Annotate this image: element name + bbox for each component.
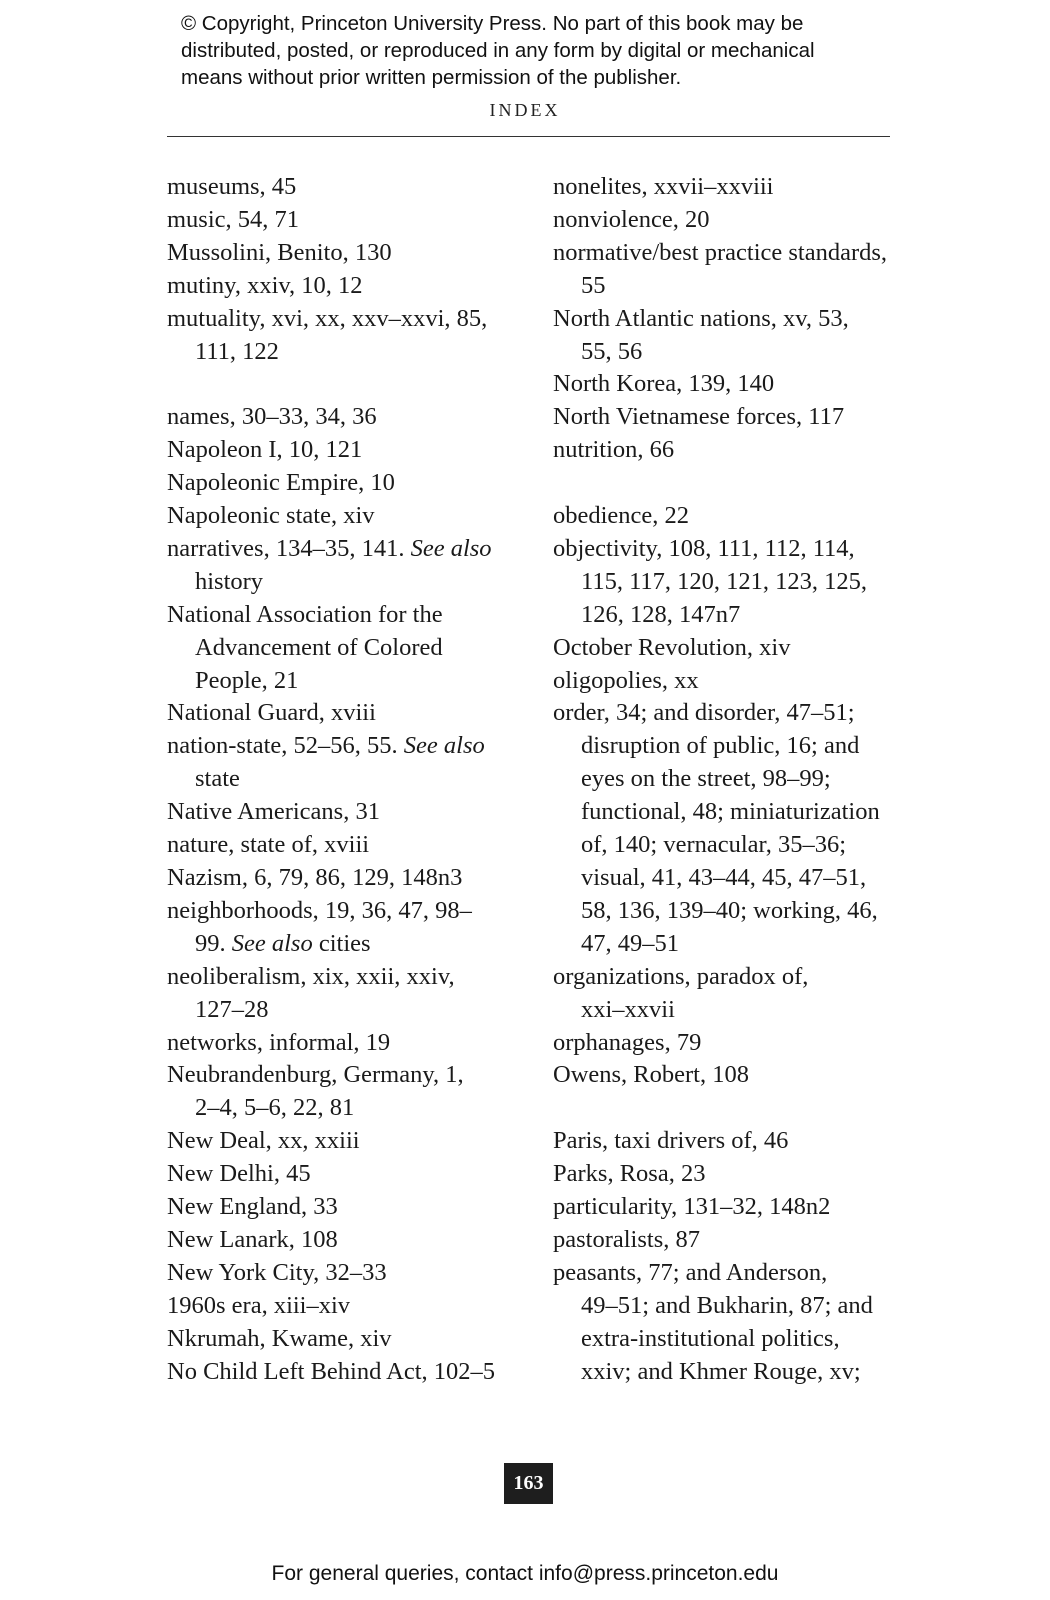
index-entry (553, 1027, 903, 1060)
index-entry (167, 1257, 527, 1290)
entry-text: extra-institutional politics, (581, 1324, 840, 1352)
entry-text: mutuality, xvi, xx, xxv–xxvi, 85, (167, 304, 488, 332)
index-entry (553, 1257, 903, 1290)
index-entry (167, 401, 527, 434)
entry-text: New Lanark, 108 (167, 1225, 338, 1253)
index-entry-continuation (553, 730, 903, 763)
index-entry (167, 237, 527, 270)
index-entry-continuation (553, 928, 903, 961)
copyright-line: means without prior written permission of the publisher. (181, 66, 682, 89)
entry-text: New Delhi, 45 (167, 1160, 311, 1188)
index-entry (553, 171, 903, 204)
index-entry (167, 204, 527, 237)
entry-text: orphanages, 79 (553, 1028, 702, 1056)
index-entry (167, 533, 527, 566)
letter-group-gap (167, 368, 527, 401)
entry-text: history (195, 567, 264, 595)
index-entry (553, 632, 903, 665)
entry-text: disruption of public, 16; and (581, 732, 860, 760)
index-entry (167, 1191, 527, 1224)
index-column-left (167, 171, 527, 1389)
index-entry (553, 204, 903, 237)
entry-text: 99. (195, 929, 226, 957)
index-entry-continuation (553, 895, 903, 928)
entry-text: nation-state, 52–56, 55. (167, 732, 398, 760)
index-entry (167, 1125, 527, 1158)
index-entry-continuation (167, 665, 527, 698)
entry-text: North Korea, 139, 140 (553, 370, 775, 398)
entry-text: 111, 122 (195, 337, 279, 365)
entry-text: functional, 48; miniaturization (581, 798, 880, 826)
entry-text: nonviolence, 20 (553, 205, 710, 233)
entry-text: neoliberalism, xix, xxii, xxiv, (167, 962, 455, 990)
page-number: 163 (504, 1463, 553, 1504)
index-entry (553, 1125, 903, 1158)
entry-text: obedience, 22 (553, 502, 690, 530)
entry-text: visual, 41, 43–44, 45, 47–51, (581, 864, 867, 892)
running-head: INDEX (489, 100, 561, 120)
index-entry-continuation (553, 796, 903, 829)
entry-text: Nazism, 6, 79, 86, 129, 148n3 (167, 864, 463, 892)
entry-text: oligopolies, xx (553, 666, 699, 694)
copyright-notice (181, 10, 941, 91)
index-entry-continuation (553, 862, 903, 895)
entry-text: Napoleonic Empire, 10 (167, 469, 395, 497)
entry-text: 1960s era, xiii–xiv (167, 1291, 351, 1319)
entry-text: of, 140; vernacular, 35–36; (581, 831, 847, 859)
index-entry (553, 697, 903, 730)
index-entry-continuation (553, 829, 903, 862)
index-entry (553, 1191, 903, 1224)
index-entry (167, 862, 527, 895)
index-entry (167, 599, 527, 632)
letter-group-gap (553, 1092, 903, 1125)
index-entry (167, 829, 527, 862)
index-entry-continuation (553, 994, 903, 1027)
entry-text: National Association for the (167, 600, 443, 628)
entry-text: organizations, paradox of, (553, 962, 809, 990)
index-entry (167, 796, 527, 829)
entry-text: Paris, taxi drivers of, 46 (553, 1127, 789, 1155)
index-entry (167, 895, 527, 928)
index-entry (167, 697, 527, 730)
entry-text: nonelites, xxvii–xxviii (553, 173, 774, 200)
entry-text: 126, 128, 147n7 (581, 600, 741, 628)
entry-text: neighborhoods, 19, 36, 47, 98– (167, 896, 472, 924)
entry-text: 115, 117, 120, 121, 123, 125, (581, 567, 868, 595)
entry-text: 2–4, 5–6, 22, 81 (195, 1094, 355, 1122)
index-entry (553, 1158, 903, 1191)
index-entry (167, 1224, 527, 1257)
index-entry (553, 961, 903, 994)
entry-text: 58, 136, 139–40; working, 46, (581, 896, 878, 924)
entry-text: Parks, Rosa, 23 (553, 1160, 706, 1188)
copyright-line: © Copyright, Princeton University Press. No part of this book may be (181, 12, 804, 35)
entry-text: 47, 49–51 (581, 929, 679, 957)
entry-text: Nkrumah, Kwame, xiv (167, 1324, 392, 1352)
index-entry (553, 401, 903, 434)
see-also-reference: See also (231, 929, 313, 957)
index-entry (167, 467, 527, 500)
index-entry-continuation (553, 763, 903, 796)
entry-text: 49–51; and Bukharin, 87; and (581, 1291, 873, 1319)
index-entry (167, 270, 527, 303)
entry-text: state (195, 765, 240, 793)
index-entry (167, 500, 527, 533)
see-also-reference: See also (403, 732, 485, 760)
footer-contact: For general queries, contact info@press.princeton.edu (271, 1562, 779, 1585)
entry-text: Napoleonic state, xiv (167, 502, 375, 530)
entry-text: music, 54, 71 (167, 205, 300, 233)
entry-text: Napoleon I, 10, 121 (167, 436, 363, 464)
entry-text: New England, 33 (167, 1193, 338, 1221)
header-rule (167, 136, 890, 137)
entry-text: Neubrandenburg, Germany, 1, (167, 1061, 464, 1089)
index-entry-continuation (553, 1290, 903, 1323)
index-entry-continuation (167, 336, 527, 369)
index-entry (553, 1059, 903, 1092)
entry-text: nutrition, 66 (553, 436, 675, 464)
entry-text: xxiv; and Khmer Rouge, xv; (581, 1357, 861, 1385)
index-entry (167, 1290, 527, 1323)
entry-text: Mussolini, Benito, 130 (167, 238, 392, 266)
entry-text: particularity, 131–32, 148n2 (553, 1193, 831, 1221)
letter-group-gap (553, 467, 903, 500)
entry-text: North Atlantic nations, xv, 53, (553, 304, 849, 332)
entry-text: narratives, 134–35, 141. (167, 534, 405, 562)
entry-text: New Deal, xx, xxiii (167, 1127, 360, 1155)
index-entry-continuation (167, 994, 527, 1027)
index-entry (553, 434, 903, 467)
index-entry-continuation (167, 632, 527, 665)
entry-text: nature, state of, xviii (167, 831, 370, 859)
entry-text: objectivity, 108, 111, 112, 114, (553, 534, 855, 562)
entry-text: Native Americans, 31 (167, 798, 380, 826)
index-entry-continuation (167, 928, 527, 961)
entry-text: Owens, Robert, 108 (553, 1061, 749, 1089)
entry-text: networks, informal, 19 (167, 1028, 391, 1056)
index-entry (167, 1059, 527, 1092)
entry-text: National Guard, xviii (167, 699, 376, 727)
index-entry-continuation (553, 336, 903, 369)
entry-text: People, 21 (195, 666, 299, 694)
index-entry-continuation (167, 1092, 527, 1125)
index-entry (167, 730, 527, 763)
index-entry (553, 368, 903, 401)
entry-text: 55, 56 (581, 337, 643, 365)
index-entry-continuation (553, 599, 903, 632)
see-also-reference: See also (410, 534, 492, 562)
entry-text: North Vietnamese forces, 117 (553, 403, 845, 431)
index-entry (167, 1356, 527, 1389)
index-entry (167, 1027, 527, 1060)
index-entry (553, 237, 903, 270)
entry-text: No Child Left Behind Act, 102–5 (167, 1357, 495, 1385)
index-entry-continuation (553, 1323, 903, 1356)
index-entry-continuation (167, 566, 527, 599)
index-entry-continuation (167, 763, 527, 796)
see-also-target: cities (318, 929, 371, 957)
entry-text: Advancement of Colored (195, 633, 443, 661)
index-entry (167, 303, 527, 336)
entry-text: pastoralists, 87 (553, 1225, 700, 1253)
index-entry (167, 961, 527, 994)
index-entry-continuation (553, 270, 903, 303)
index-entry-continuation (553, 566, 903, 599)
index-entry-continuation (553, 1356, 903, 1389)
index-entry (553, 665, 903, 698)
entry-text: museums, 45 (167, 173, 297, 200)
entry-text: 55 (581, 271, 606, 299)
entry-text: eyes on the street, 98–99; (581, 765, 831, 793)
index-entry (167, 1158, 527, 1191)
index-entry (167, 1323, 527, 1356)
index-column-right (553, 171, 903, 1389)
entry-text: xxi–xxvii (581, 995, 675, 1023)
copyright-line: distributed, posted, or reproduced in any form by digital or mechanical (181, 39, 815, 62)
entry-text: October Revolution, xiv (553, 633, 791, 661)
entry-text: 127–28 (195, 995, 269, 1023)
index-entry (167, 171, 527, 204)
entry-text: order, 34; and disorder, 47–51; (553, 699, 855, 727)
index-entry (167, 434, 527, 467)
entry-text: mutiny, xxiv, 10, 12 (167, 271, 363, 299)
entry-text: peasants, 77; and Anderson, (553, 1258, 828, 1286)
index-entry (553, 1224, 903, 1257)
index-entry (553, 303, 903, 336)
entry-text: New York City, 32–33 (167, 1258, 387, 1286)
entry-text: normative/best practice standards, (553, 238, 888, 266)
index-entry (553, 500, 903, 533)
index-entry (553, 533, 903, 566)
entry-text: names, 30–33, 34, 36 (167, 403, 377, 431)
